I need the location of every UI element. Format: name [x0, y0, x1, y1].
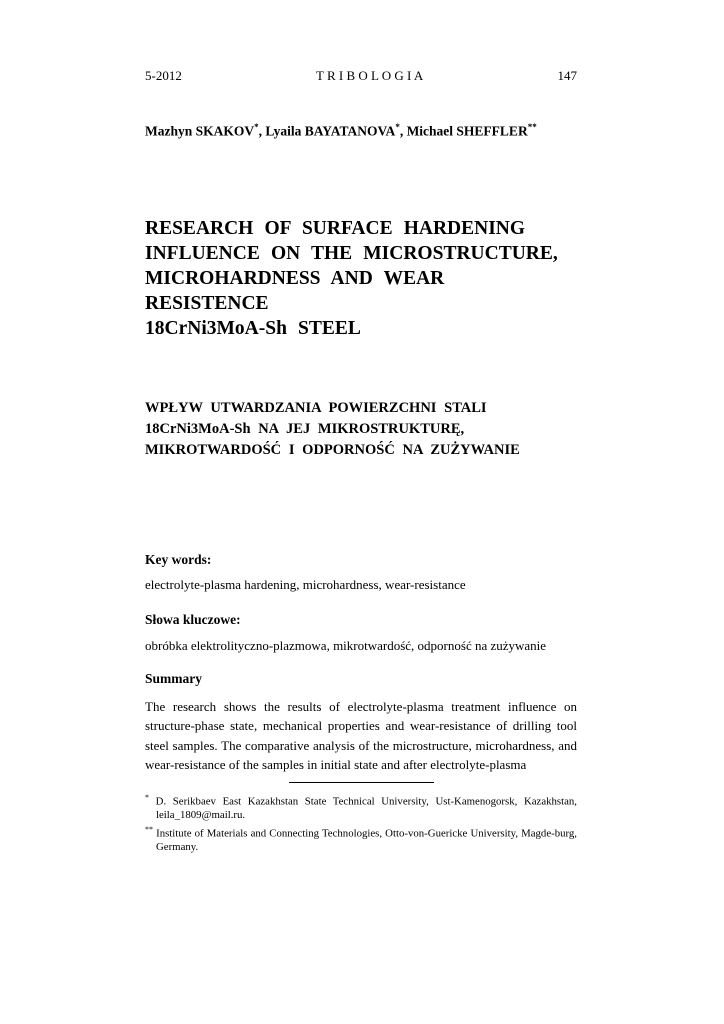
page-number: 147: [557, 68, 577, 83]
footnote-separator-rule: [289, 782, 434, 783]
article-title-english: [145, 216, 577, 341]
footnote-2-text: Institute of Materials and Connecting Technologies, Otto-von-Guericke University, Magde-burg, Germany.: [156, 827, 577, 854]
keywords-label-polish: Słowa kluczowe:: [145, 611, 241, 627]
title-en-line-1: RESEARCH OF SURFACE HARDENING: [145, 217, 526, 239]
title-en-line-4: 18CrNi3MoA-Sh STEEL: [145, 317, 361, 339]
footnote-2: [145, 823, 577, 855]
author-3-name: Michael SHEFFLER: [406, 123, 528, 139]
summary-heading: Summary: [145, 670, 202, 686]
keywords-label-english: Key words:: [145, 551, 212, 567]
journal-title: T R I B O L O G I A: [316, 68, 424, 83]
author-separator-1: ,: [258, 123, 266, 139]
article-title-polish: [145, 398, 577, 461]
keywords-text-polish: obróbka elektrolityczno-plazmowa, mikrotwardość, odporność na zużywanie: [145, 637, 547, 653]
summary-paragraph: The research shows the results of electrolyte-plasma treatment influence on structure-phase state, mechanical properties and wear-resistance of drilling tool steel samples. The comparative analysis of the microstructure, microhardness, and wear-resistance of the samples in initial state and after electrolyte-plasma: [145, 698, 577, 772]
keywords-text-english: electrolyte-plasma hardening, microhardness, wear-resistance: [145, 576, 466, 592]
title-pl-line-1: WPŁYW UTWARDZANIA POWIERZCHNI STALI: [145, 399, 487, 416]
title-pl-line-3: MIKROTWARDOŚĆ I ODPORNOŚĆ NA ZUŻYWANIE: [145, 441, 520, 458]
author-separator-2: ,: [399, 123, 407, 139]
footnote-1-marker: *: [145, 792, 149, 802]
author-1-affiliation-mark: *: [254, 122, 259, 132]
title-pl-line-2: 18CrNi3MoA-Sh NA JEJ MIKROSTRUKTURĘ,: [145, 420, 465, 437]
running-header: [145, 68, 577, 84]
author-3-affiliation-mark: **: [527, 122, 537, 132]
footnote-2-marker: **: [145, 824, 153, 834]
footnotes-block: [145, 791, 577, 855]
author-1-name: Mazhyn SKAKOV: [145, 123, 255, 139]
title-en-line-3: MICROHARDNESS AND WEAR RESISTENCE: [145, 267, 445, 314]
title-en-line-2: INFLUENCE ON THE MICROSTRUCTURE,: [145, 242, 558, 264]
footnote-1-text: D. Serikbaev East Kazakhstan State Technical University, Ust-Kamenogorsk, Kazakhstan, leila_1809@mail.ru.: [155, 795, 578, 821]
journal-issue: 5-2012: [145, 68, 182, 83]
footnote-1: [145, 791, 577, 823]
authors-line: [145, 122, 577, 140]
author-2-affiliation-mark: *: [395, 122, 400, 132]
author-2-name: Lyaila BAYATANOVA: [265, 123, 396, 139]
